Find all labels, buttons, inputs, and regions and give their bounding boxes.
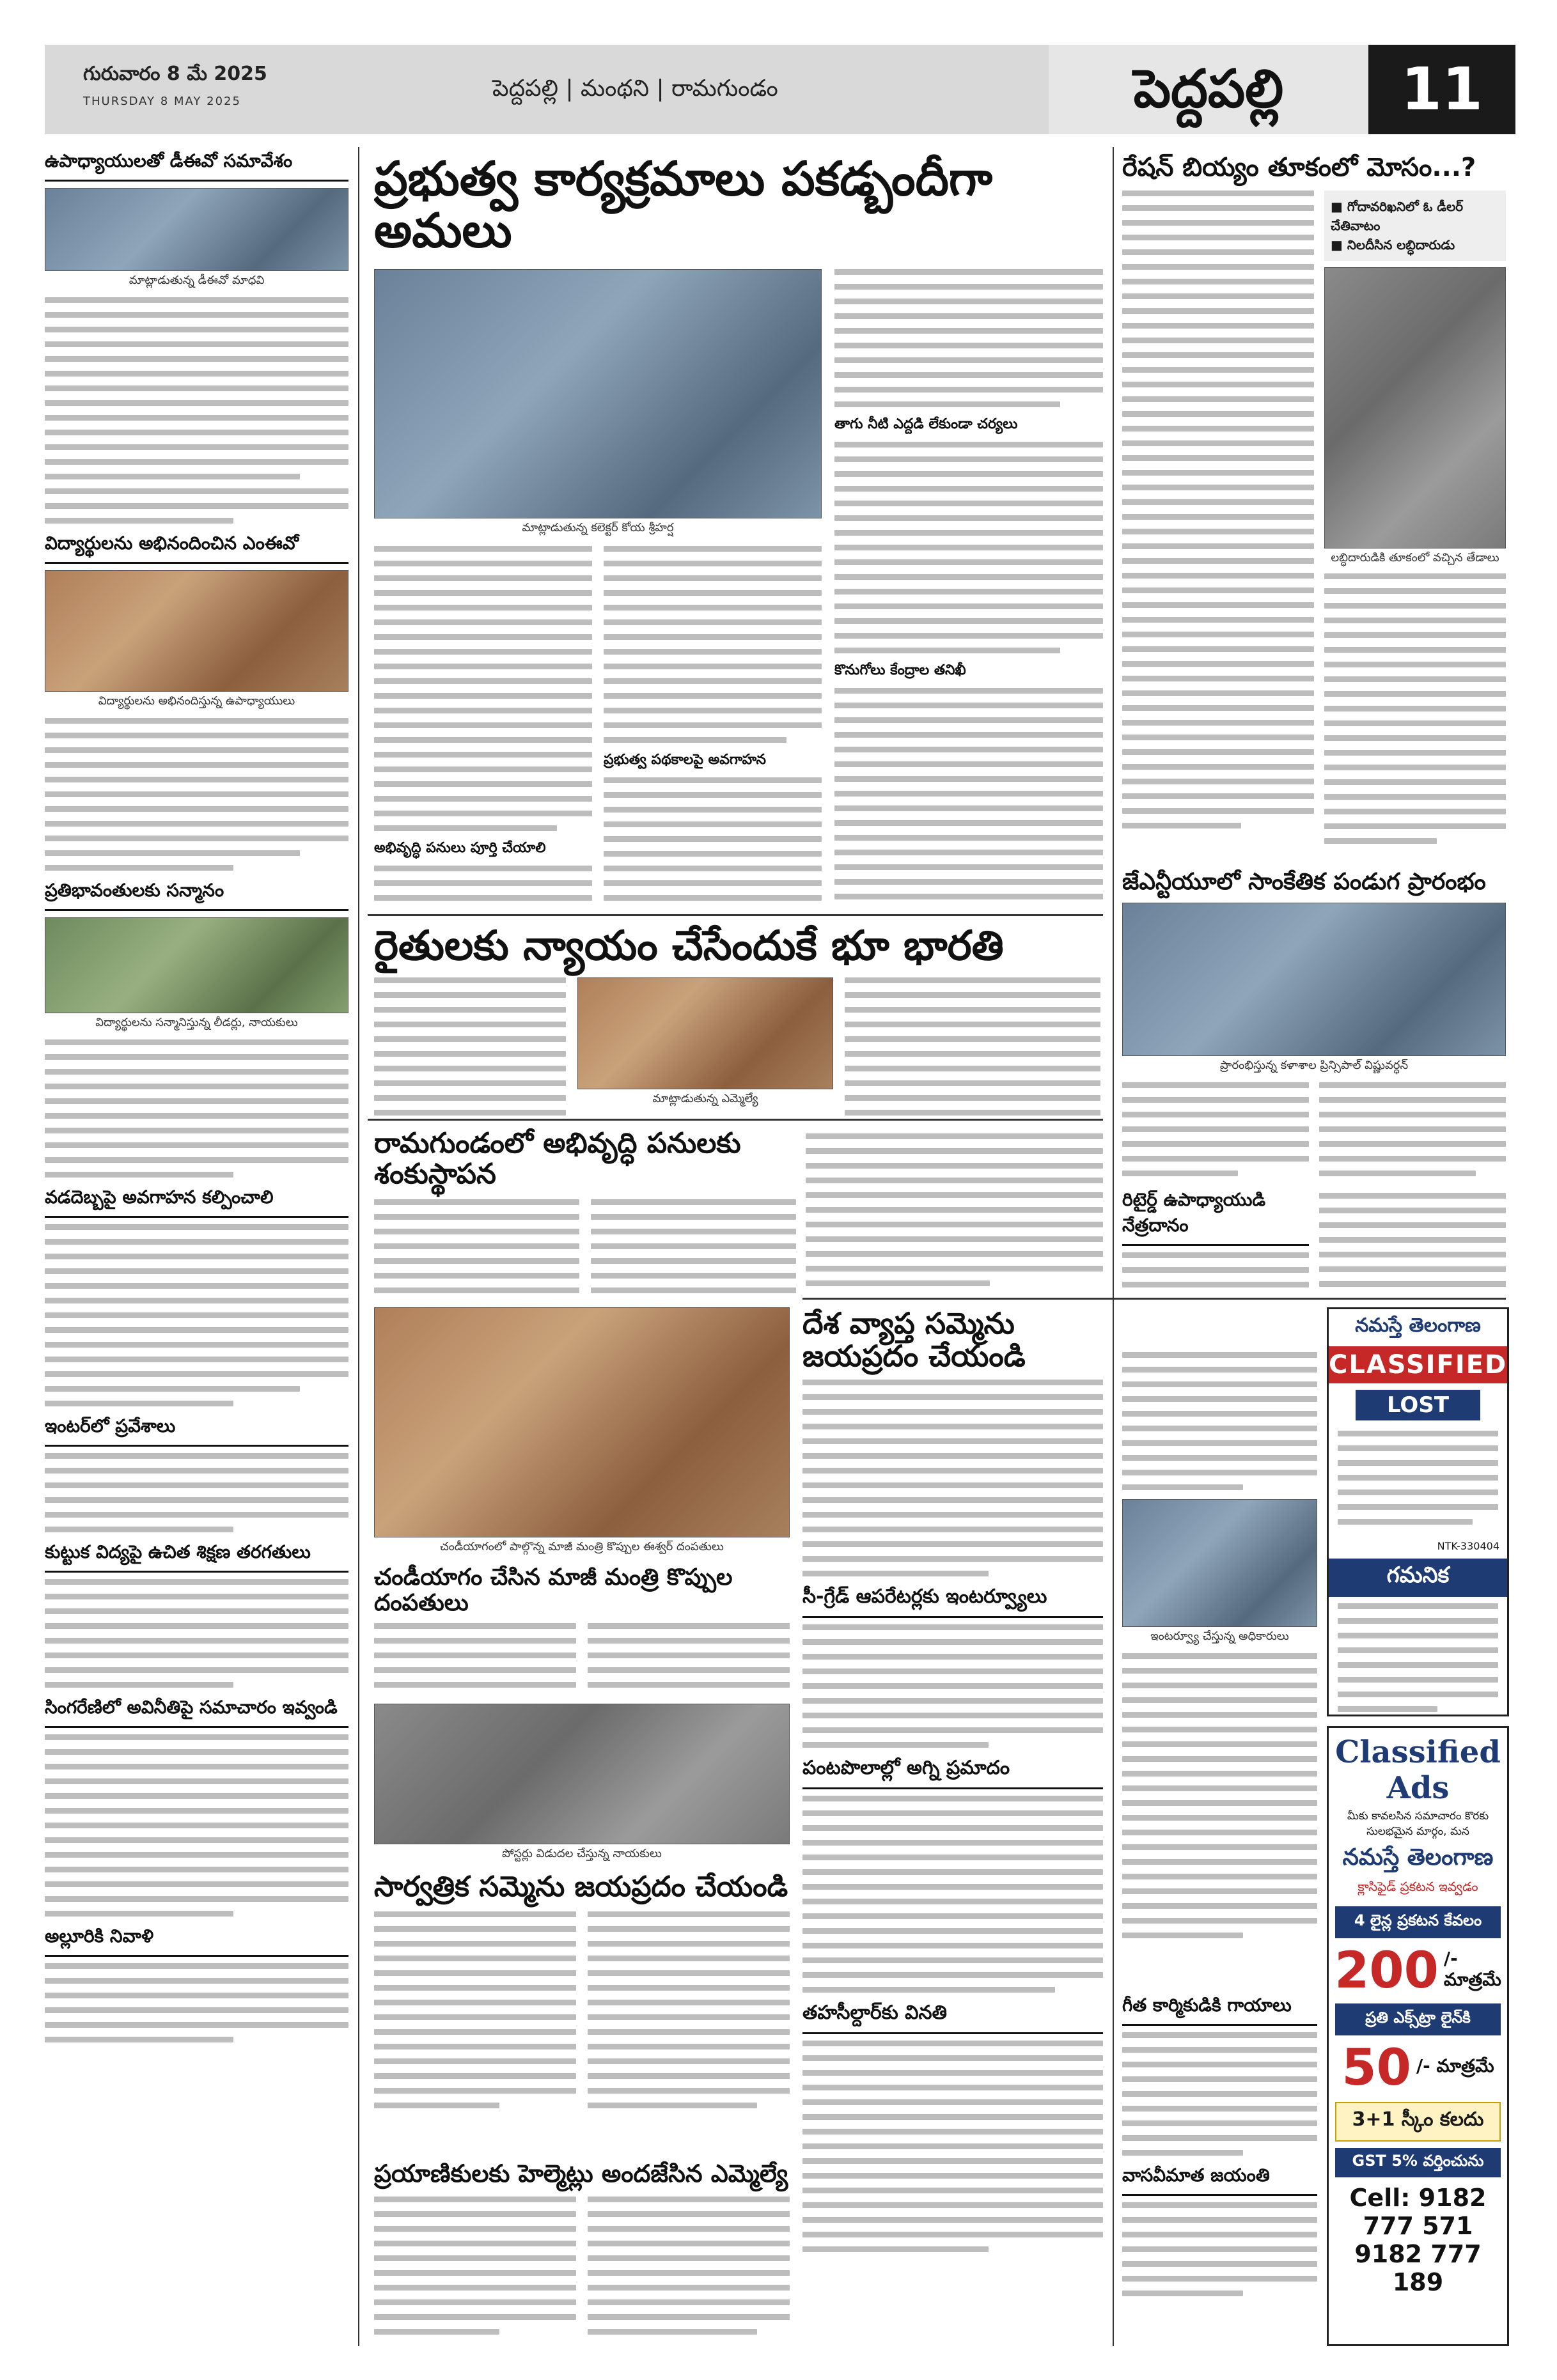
gst-note: GST 5% వర్తించును (1335, 2148, 1501, 2177)
headline: విద్యార్థులను అభినందించిన ఎంఈవో (45, 533, 348, 564)
headline: ఇంటర్‌లో ప్రవేశాలు (45, 1415, 348, 1447)
classified-ad-rates (1327, 1726, 1509, 2346)
ad-brand: నమస్తే తెలంగాణ (1355, 1314, 1481, 1337)
photo-caption: మాట్లాడుతున్న ఎమ్మెల్యే (652, 1092, 758, 1106)
body-text (1122, 1653, 1317, 1938)
headline: అల్లూరికి నివాళి (45, 1925, 348, 1957)
rate-2-price: 50 (1342, 2039, 1411, 2097)
story-jntu (1122, 869, 1506, 1183)
photo-jntu (1122, 903, 1506, 1056)
story-crop-fire (802, 1757, 1103, 1993)
story-general-strike (374, 1704, 790, 2151)
edition-places: పెద్దపల్లి | మంథని | రామగుండం (492, 75, 778, 102)
lead-subhead: ప్రభుత్వ పథకాలపై అవగాహన (604, 751, 766, 768)
lead-headline: ప్రభుత్వ కార్యక్రమాలు పకడ్బందీగా అమలు (374, 153, 992, 259)
headline: జేఎన్టీయూలో సాంకేతిక పండుగ ప్రారంభం (1122, 869, 1486, 895)
story-alluri (45, 1925, 348, 2042)
ration-highlights (1324, 191, 1506, 261)
body-col1 (1122, 1082, 1309, 1183)
photo-caption: ఇంటర్వ్యూ చేస్తున్న అధికారులు (1150, 1629, 1289, 1643)
story-tailoring (45, 1541, 348, 1688)
rate-1-label: 4 లైన్ల ప్రకటన కేవలం (1335, 1906, 1501, 1938)
photo-scale (1324, 267, 1506, 548)
headline: గీత కార్మికుడికి గాయాలు (1122, 1995, 1317, 2026)
headline: వాసవీమాత జయంతి (1122, 2165, 1317, 2196)
headline: ప్రతిభావంతులకు సన్మానం (45, 880, 348, 911)
lead-subhead: తాగు నీటి ఎద్దడి లేకుండా చర్యలు (834, 416, 1018, 432)
highlight-1: ■ గోదావరిఖనిలో ఓ డీలర్ చేతివాటం (1331, 199, 1464, 233)
body-text (802, 2041, 1103, 2252)
story-nationwide-strike (802, 1307, 1103, 1576)
story-heatstroke (45, 1186, 348, 1406)
left-column (45, 150, 348, 2343)
body-text (802, 1624, 1103, 1748)
rate-1-unit: /- మాత్రమే (1443, 1947, 1501, 1990)
body-col1 (1122, 1252, 1309, 1295)
story-retired-teacher (1122, 1189, 1506, 1295)
lead-body-col3 (834, 269, 1103, 908)
body-col1 (374, 1623, 576, 1691)
ad-notice-banner: గమనిక (1329, 1559, 1507, 1597)
body-col2 (588, 1911, 790, 2117)
column-rule-right (1113, 147, 1114, 2346)
contact-phone-1: Cell: 9182 777 571 (1349, 2184, 1487, 2240)
body-text (45, 1039, 348, 1178)
rate-1 (1335, 1942, 1501, 2000)
edition-name: పెద్దపల్లి (1049, 45, 1368, 134)
offer-badge: 3+1 స్కీం కలదు (1335, 2102, 1501, 2142)
photo-caption: ప్రారంభిస్తున్న కళాశాల ప్రిన్సిపాల్ విష్ణువర్ధన్ (1219, 1058, 1409, 1072)
body-col2 (591, 1199, 796, 1298)
headline: రేషన్ బియ్యం తూకంలో మోసం...? (1122, 153, 1476, 182)
rate-1-price: 200 (1334, 1942, 1439, 2000)
body-col1 (374, 977, 566, 1116)
body-text (45, 1224, 348, 1406)
page-number: 11 (1368, 45, 1515, 134)
headline: ఉపాధ్యాయులతో డీఈవో సమావేశం (45, 150, 348, 182)
body-col2 (845, 977, 1100, 1116)
headline: రైతులకు న్యాయం చేసేందుకే భూ భారతి (374, 924, 1004, 970)
story-bhu-bharati (374, 924, 1103, 1116)
body-text (802, 1796, 1103, 1993)
lead-photo-caption: మాట్లాడుతున్న కలెక్టర్ కోయ శ్రీహర్ష (522, 520, 674, 534)
strike-body-cont (1122, 1352, 1317, 1490)
ad-notice-text (1329, 1597, 1507, 1716)
lead-subhead: కొనుగోలు కేంద్రాల తనిఖీ (834, 662, 966, 678)
body-text (45, 1963, 348, 2042)
date-telugu: గురువారం 8 మే 2025 (83, 63, 267, 85)
contact-phone-2: 9182 777 189 (1354, 2240, 1482, 2296)
body-col2 (1319, 1082, 1506, 1183)
section-rule-1 (368, 914, 1103, 916)
story-inter-admissions (45, 1415, 348, 1532)
photo-interviews (1122, 1499, 1317, 1627)
body-col2 (588, 1623, 790, 1691)
date-english: THURSDAY 8 MAY 2025 (83, 95, 241, 108)
story-vasavi (1122, 2165, 1317, 2296)
body-col3 (806, 1133, 1103, 1286)
body-text (45, 297, 348, 524)
lead-body-col2 (604, 546, 822, 908)
body-col1 (374, 1911, 576, 2117)
headline: చండీయాగం చేసిన మాజీ మంత్రి కొప్పుల దంపతులు (374, 1564, 733, 1616)
section-rule-3 (802, 1298, 1506, 1300)
story-meo (45, 533, 348, 871)
body-col1 (374, 2197, 576, 2344)
lead-body-col1 (374, 546, 592, 908)
headline: దేశ వ్యాప్త సమ్మెను జయప్రదం చేయండి (802, 1307, 1026, 1373)
story-ramagundam (374, 1128, 796, 1298)
headline: పంటపొలాల్లో అగ్ని ప్రమాదం (802, 1757, 1103, 1789)
body-text (45, 1453, 348, 1532)
headline: సీ-గ్రేడ్ ఆపరేటర్లకు ఇంటర్వ్యూలు (802, 1585, 1103, 1618)
photo-posters (374, 1704, 790, 1844)
right-mid-photo-area (1122, 1307, 1317, 1985)
story-chandi-yagam (374, 1307, 790, 1691)
body-text (45, 1579, 348, 1688)
headline: ప్రయాణికులకు హెల్మెట్లు అందజేసిన ఎమ్మెల్యే (374, 2161, 788, 2188)
body-text (802, 1380, 1103, 1576)
lead-photo (374, 269, 822, 518)
ads-sub: క్లాసిఫైడ్ ప్రకటన ఇవ్వడం (1357, 1879, 1478, 1894)
body-text (45, 718, 348, 871)
column-rule-left (358, 147, 359, 2346)
headline: కుట్టుక విద్యపై ఉచిత శిక్షణ తరగతులు (45, 1541, 348, 1573)
ads-tagline: మీకు కావలసిన సమాచారం కొరకు సులభమైన మార్గం, మన (1347, 1810, 1489, 1838)
story-ration-rice (1122, 153, 1506, 857)
ad-classified-banner: CLASSIFIED (1329, 1346, 1507, 1383)
photo-caption: లబ్ధిదారుడికి తూకంలో వచ్చిన తేడాలు (1331, 551, 1499, 564)
photo-yagam (374, 1307, 790, 1537)
story-deo-meeting (45, 150, 348, 524)
photo-caption: పోస్టర్లు విడుదల చేస్తున్న నాయకులు (502, 1847, 662, 1860)
story-sgrade (802, 1585, 1103, 1748)
ads-brand: నమస్తే తెలంగాణ (1342, 1844, 1494, 1871)
rate-2 (1335, 2039, 1501, 2097)
story-ramagundam-cont (806, 1128, 1103, 1298)
ad-lost-text (1329, 1427, 1507, 1537)
right-bottom-stories (1122, 1995, 1317, 2343)
headline: సార్వత్రిక సమ్మెను జయప్రదం చేయండి (374, 1871, 788, 1903)
photo-deo (45, 188, 348, 271)
story-toddy-tapper (1122, 1995, 1317, 2156)
photo-caption: విద్యార్థులను సన్మానిస్తున్న లీడర్లు, నాయకులు (95, 1016, 298, 1029)
headline: తహసీల్దార్‌కు వినతి (802, 2002, 1103, 2034)
photo-caption: విద్యార్థులను అభినందిస్తున్న ఉపాధ్యాయులు (98, 694, 295, 708)
masthead (45, 45, 1515, 134)
body-col1 (1122, 191, 1314, 853)
section-rule-2 (368, 1119, 1103, 1121)
photo-students (45, 570, 348, 692)
photo-caption: మాట్లాడుతున్న డీఈవో మాధవి (129, 274, 265, 287)
body-col2 (588, 2197, 790, 2344)
story-felicitation (45, 880, 348, 1178)
body-text (45, 1734, 348, 1917)
center-right-column (802, 1307, 1103, 2343)
photo-caption: చండీయాగంలో పాల్గొన్న మాజీ మంత్రి కొప్పుల ఈశ్వర్ దంపతులు (440, 1540, 724, 1553)
body-col2 (1324, 573, 1506, 844)
body-text (1122, 2032, 1317, 2156)
headline: సింగరేణిలో అవినీతిపై సమాచారం ఇవ్వండి (45, 1697, 348, 1728)
story-tahsildar (802, 2002, 1103, 2252)
headline: వడదెబ్బపై అవగాహన కల్పించాలి (45, 1186, 348, 1218)
ad-ntk: NTK-330404 (1437, 1540, 1499, 1552)
highlight-2: ■ నిలదీసిన లబ్ధిదారుడు (1331, 237, 1455, 253)
masthead-strip (45, 45, 1049, 134)
lead-story (374, 153, 1103, 908)
headline: రిటైర్డ్ ఉపాధ్యాయుడి నేత్రదానం (1122, 1189, 1309, 1246)
body-text (1122, 2202, 1317, 2296)
ad-lost-banner: LOST (1356, 1390, 1480, 1420)
body-col2 (1319, 1193, 1506, 1295)
headline: రామగుండంలో అభివృద్ధి పనులకు శంకుస్థాపన (374, 1128, 741, 1191)
ads-title: Classified Ads (1335, 1734, 1501, 1806)
rate-2-unit: /- మాత్రమే (1416, 2055, 1494, 2076)
lead-subhead: అభివృద్ధి పనులు పూర్తి చేయాలి (374, 839, 546, 856)
classified-ad-lost (1327, 1307, 1509, 1716)
story-singareni (45, 1697, 348, 1917)
body-col1 (374, 1199, 579, 1298)
story-helmets (374, 2161, 790, 2346)
photo-felicitation (45, 917, 348, 1013)
photo-mla (577, 977, 833, 1089)
rate-2-label: ప్రతి ఎక్స్‌ట్రా లైన్‌కి (1335, 2003, 1501, 2035)
